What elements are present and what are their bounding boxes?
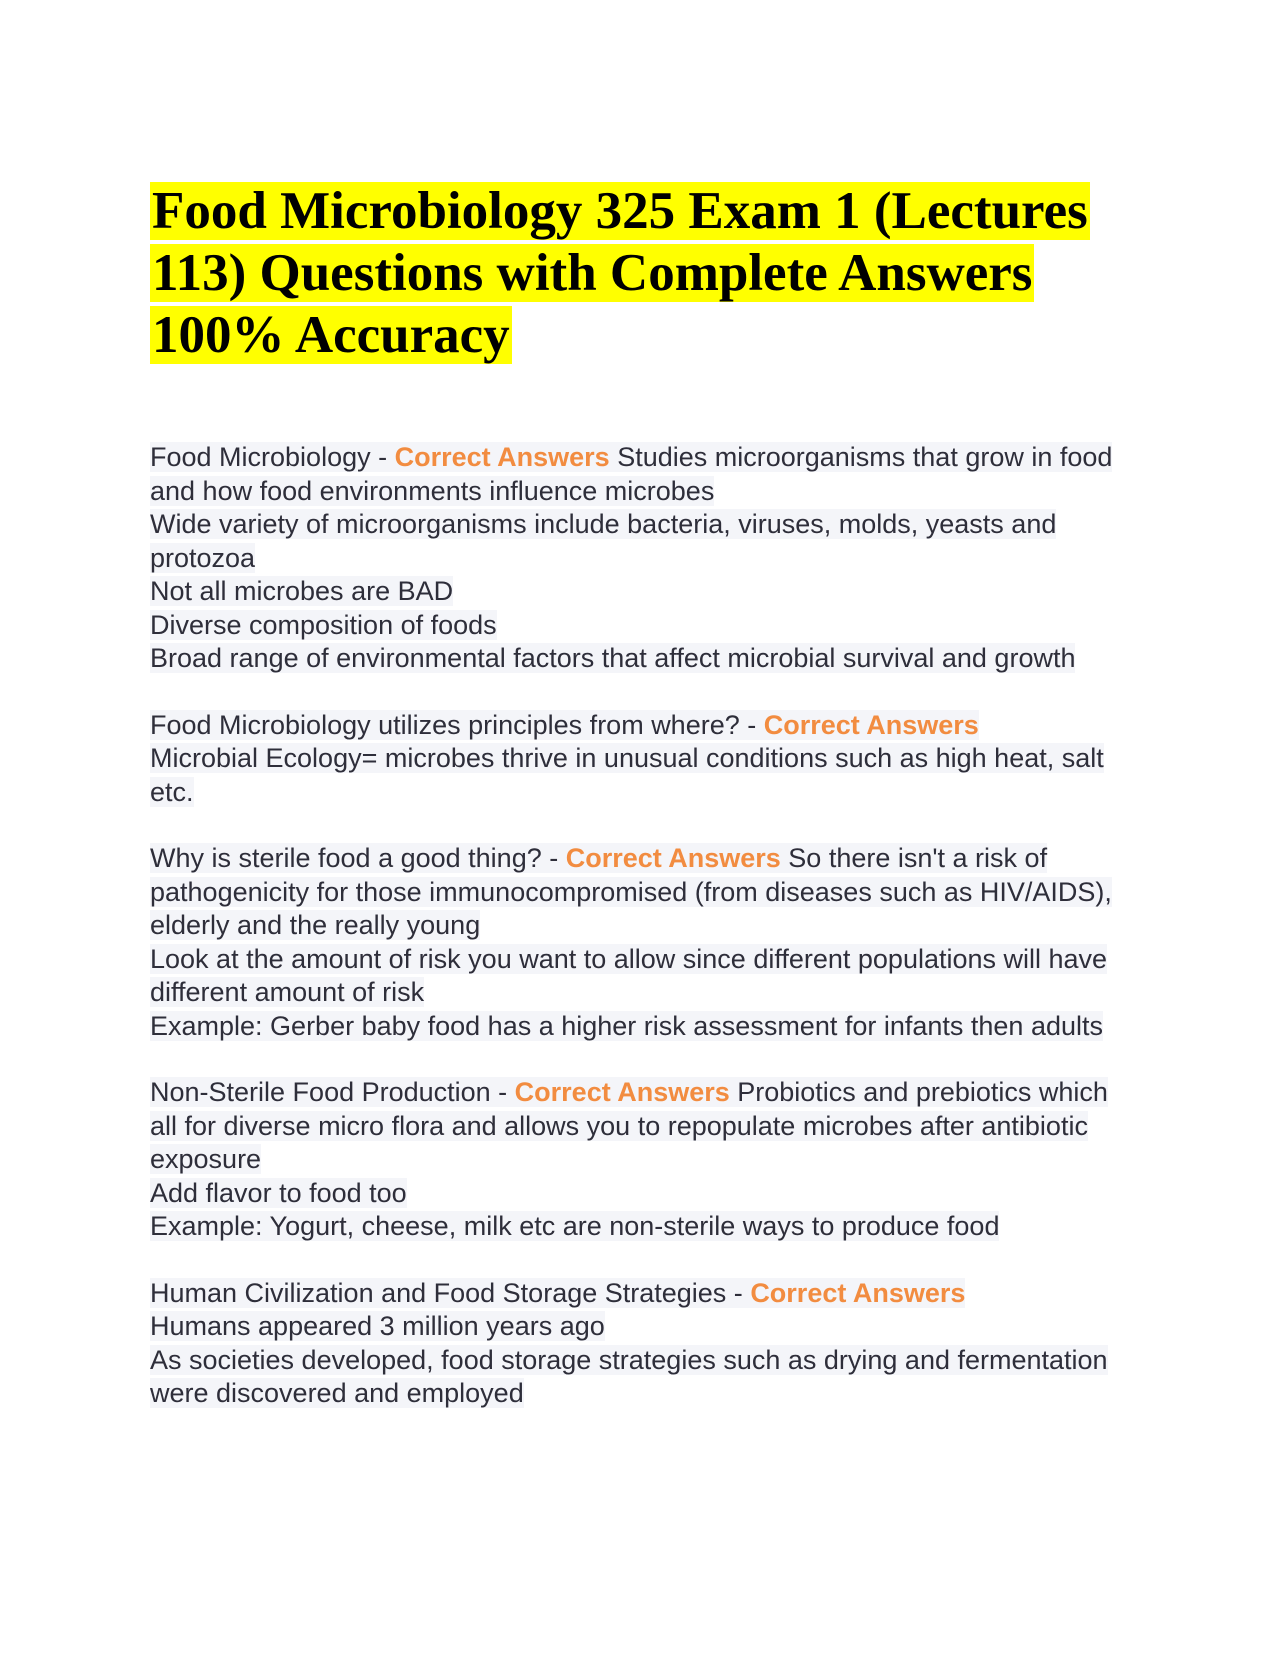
qa-answer-text: Microbial Ecology= microbes thrive in unusual conditions such as high heat, salt etc. xyxy=(150,743,1104,807)
qa-answer-text: Example: Gerber baby food has a higher risk assessment for infants then adults xyxy=(150,1010,1104,1041)
qa-question-line xyxy=(150,709,1140,743)
qa-answer-line xyxy=(150,1310,1140,1344)
qa-answer-line xyxy=(150,642,1140,676)
qa-entry xyxy=(150,842,1140,1043)
correct-answers-label: Correct Answers xyxy=(514,1077,730,1107)
qa-answer-text: Broad range of environmental factors that affect microbial survival and growth xyxy=(150,643,1076,673)
document-title xyxy=(150,180,1140,366)
qa-answer-line xyxy=(150,742,1140,809)
qa-answer: So there isn't a risk of pathogenicity for those immunocompromised (from diseases such as HIV/AIDS), elderly and the really young xyxy=(150,843,1112,940)
qa-answer-text: Humans appeared 3 million years ago xyxy=(150,1311,605,1341)
qa-answer-line xyxy=(150,575,1140,609)
qa-question: Food Microbiology - xyxy=(150,442,395,472)
document-title-text: Food Microbiology 325 Exam 1 (Lectures 113) Questions with Complete Answers 100% Accuracy xyxy=(152,182,1088,364)
correct-answers-label: Correct Answers xyxy=(750,1277,966,1308)
qa-answer-line xyxy=(150,943,1140,1010)
qa-question-line xyxy=(150,1076,1140,1177)
qa-answer-text: Example: Yogurt, cheese, milk etc are non-sterile ways to produce food xyxy=(150,1211,1000,1241)
qa-answer-line xyxy=(150,1210,1140,1244)
qa-answer-line xyxy=(150,508,1140,575)
qa-entry xyxy=(150,441,1140,676)
qa-question: Why is sterile food a good thing? - xyxy=(150,843,566,873)
qa-question-line xyxy=(150,1277,1140,1311)
qa-answer: Studies microorganisms that grow in food and how food environments influence microbes xyxy=(150,442,1113,506)
correct-answers-label: Correct Answers xyxy=(394,442,610,472)
qa-answer-text: Not all microbes are BAD xyxy=(150,576,454,606)
qa-answer-line xyxy=(150,1344,1140,1411)
qa-entry xyxy=(150,1277,1140,1411)
qa-question: Food Microbiology utilizes principles from where? - xyxy=(150,709,764,740)
qa-answer-text: Diverse composition of foods xyxy=(150,609,497,640)
qa-entry xyxy=(150,709,1140,810)
qa-answer-line xyxy=(150,609,1140,643)
qa-answer: Probiotics and prebiotics which all for diverse micro flora and allows you to repopulate microbes after antibiotic exposure xyxy=(150,1077,1108,1174)
document-page xyxy=(150,180,1140,1444)
qa-question: Non-Sterile Food Production - xyxy=(150,1077,515,1107)
qa-question-line xyxy=(150,441,1140,508)
qa-entry xyxy=(150,1076,1140,1244)
correct-answers-label: Correct Answers xyxy=(763,709,979,740)
correct-answers-label: Correct Answers xyxy=(565,843,781,873)
qa-answer-text: Add flavor to food too xyxy=(150,1177,407,1208)
qa-answer-line xyxy=(150,1010,1140,1044)
qa-question: Human Civilization and Food Storage Strategies - xyxy=(150,1277,751,1308)
qa-question-line xyxy=(150,842,1140,943)
qa-answer-text: Look at the amount of risk you want to allow since different populations will have different amount of risk xyxy=(150,943,1108,1007)
qa-answer-text: Wide variety of microorganisms include bacteria, viruses, molds, yeasts and protozoa xyxy=(150,509,1057,573)
qa-answer-line xyxy=(150,1177,1140,1211)
qa-answer-text: As societies developed, food storage strategies such as drying and fermentation were discovered and employed xyxy=(150,1344,1108,1408)
